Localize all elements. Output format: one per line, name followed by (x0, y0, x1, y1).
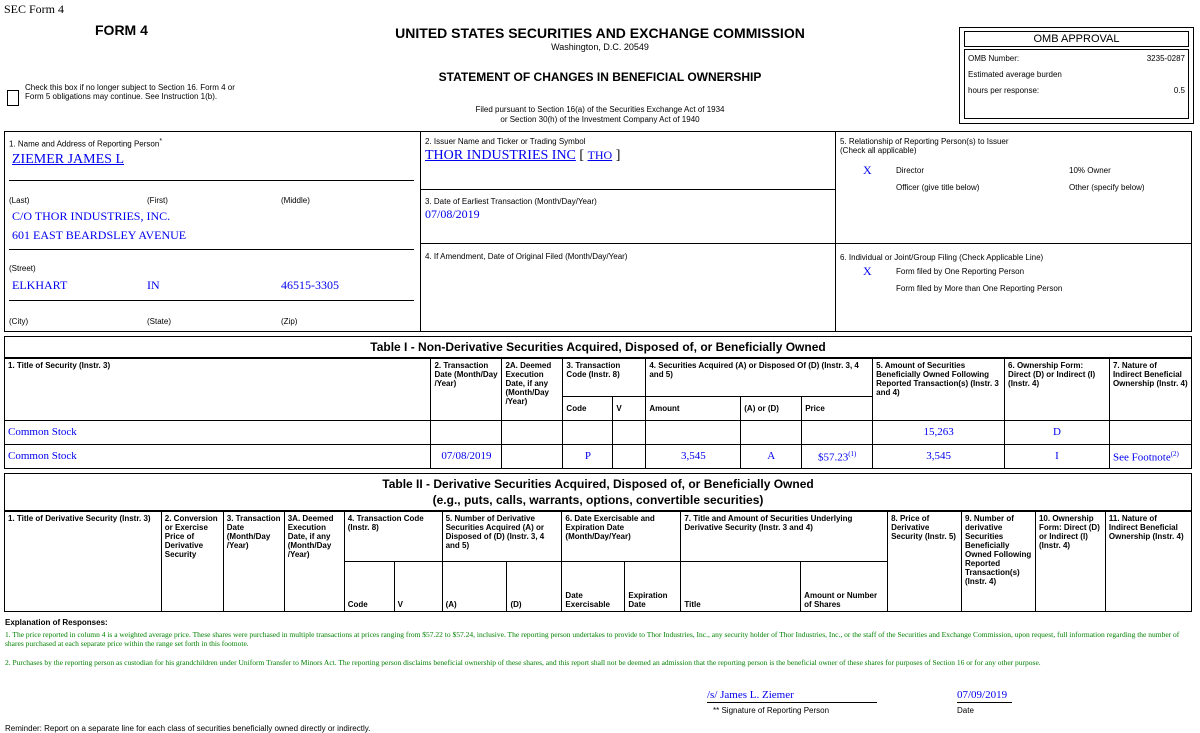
many-persons-label: Form filed by More than One Reporting Person (896, 284, 1063, 293)
t1-cell-owned: 3,545 (873, 445, 1005, 469)
t1-cell-deemed (502, 421, 563, 445)
first-label: (First) (147, 196, 168, 205)
t1-cell-title: Common Stock (5, 445, 431, 469)
signature-date-label: Date (957, 706, 974, 715)
t2-col-nature: 11. Nature of Indirect Beneficial Ownership (Instr. 4) (1105, 512, 1191, 612)
omb-hours-label: hours per response: (968, 86, 1040, 95)
omb-title: OMB APPROVAL (964, 31, 1189, 47)
one-person-mark: X (863, 264, 872, 278)
officer-label: Officer (give title below) (896, 183, 980, 192)
zip-value: 46515-3305 (281, 278, 339, 292)
t1-subcol-amount: Amount (646, 397, 741, 421)
t1-col-acquired: 4. Securities Acquired (A) or Disposed Of (D) (Instr. 3, 4 and 5) (646, 359, 873, 397)
date-line (957, 702, 1012, 703)
relationship-label: 5. Relationship of Reporting Person(s) to Issuer (840, 137, 1009, 146)
t1-cell-amount (646, 421, 741, 445)
earliest-transaction-box (420, 189, 836, 244)
issuer-row (425, 148, 620, 164)
filed-pursuant-line1: Filed pursuant to Section 16(a) of the Securities Exchange Act of 1934 (475, 105, 725, 114)
t2-col-form: 10. Ownership Form: Direct (D) or Indirect (I) (Instr. 4) (1035, 512, 1105, 612)
issuer-ticker-link[interactable]: THO (587, 148, 613, 162)
street-label: (Street) (9, 264, 36, 273)
earliest-transaction-value: 07/08/2019 (425, 207, 480, 221)
table1-title: Table I - Non-Derivative Securities Acquired, Disposed of, or Beneficially Owned (4, 336, 1192, 358)
ten-percent-owner-label: 10% Owner (1069, 166, 1111, 175)
omb-number-row (968, 54, 1185, 63)
t2-col-underlying: 7. Title and Amount of Securities Underlying Derivative Security (Instr. 3 and 4) (681, 512, 888, 562)
divider (9, 300, 414, 301)
bracket-open: [ (579, 148, 585, 163)
amendment-label: 4. If Amendment, Date of Original Filed (Month/Day/Year) (425, 252, 628, 261)
one-person-label: Form filed by One Reporting Person (896, 267, 1025, 276)
form-number: FORM 4 (95, 22, 148, 38)
director-mark: X (863, 163, 872, 177)
table-row (5, 445, 1192, 469)
director-label: Director (896, 166, 925, 175)
filing-type-label: 6. Individual or Joint/Group Filing (Check Applicable Line) (840, 253, 1044, 262)
t2-subcol-expiration: Expiration Date (625, 562, 681, 612)
section16-checkbox[interactable] (7, 90, 19, 106)
t1-cell-aord: A (741, 445, 802, 469)
t1-col-code: 3. Transaction Code (Instr. 8) (563, 359, 646, 397)
address-line1: C/O THOR INDUSTRIES, INC. (12, 209, 171, 223)
omb-burden-row (968, 70, 1185, 79)
t1-cell-code (563, 421, 613, 445)
t1-cell-code: P (563, 445, 613, 469)
t2-subcol-title: Title (681, 562, 801, 612)
t2-col-date: 3. Transaction Date (Month/Day /Year) (223, 512, 284, 612)
city-value: ELKHART (12, 278, 68, 292)
t1-col-owned: 5. Amount of Securities Beneficially Owned Following Reported Transaction(s) (Instr. 3 and 4) (873, 359, 1005, 421)
t1-col-deemed: 2A. Deemed Execution Date, if any (Month/Day /Year) (502, 359, 563, 421)
table2-title-line1: Table II - Derivative Securities Acquired, Disposed of, or Beneficially Owned (382, 477, 814, 491)
agency-title: UNITED STATES SECURITIES AND EXCHANGE COMMISSION (395, 25, 805, 41)
t1-subcol-aord: (A) or (D) (741, 397, 802, 421)
section16-checkbox-label: Check this box if no longer subject to Section 16. Form 4 or Form 5 obligations may continue. See Instruction 1(b). (25, 83, 235, 101)
t1-col-title: 1. Title of Security (Instr. 3) (5, 359, 431, 421)
t1-subcol-price: Price (802, 397, 873, 421)
table1 (4, 358, 1192, 469)
amendment-box (420, 243, 836, 332)
reporting-person-box (4, 131, 421, 332)
omb-approval-box (959, 27, 1194, 124)
city-label: (City) (9, 317, 29, 326)
t1-cell-amount: 3,545 (646, 445, 741, 469)
t2-subcol-v: V (394, 562, 442, 612)
agency-city: Washington, D.C. 20549 (551, 42, 649, 52)
reminder-text: Reminder: Report on a separate line for each class of securities beneficially owned directly or indirectly. (5, 724, 371, 733)
t2-subcol-amount: Amount or Number of Shares (801, 562, 888, 612)
omb-hours-value: 0.5 (1173, 86, 1185, 95)
t1-cell-price (802, 421, 873, 445)
t1-subcol-v: V (613, 397, 646, 421)
t2-col-deemed: 3A. Deemed Execution Date, if any (Month/Day /Year) (284, 512, 344, 612)
state-value: IN (147, 278, 160, 292)
footnote-1: 1. The price reported in column 4 is a weighted average price. These shares were purchased in multiple transactions at prices ranging from $57.22 to $57.24, inclusive. The reporting person undertakes to provide to Thor Industries, Inc., any security holder of Thor Industries, Inc., or the staff of the Securities and Exchange Commission, upon request, full information regarding the number of shares purchased at each separate price within the range set forth in this footnote. (5, 630, 1180, 648)
reporting-person-label: 1. Name and Address of Reporting Person* (9, 138, 163, 149)
t2-col-title: 1. Title of Derivative Security (Instr. 3) (5, 512, 162, 612)
t1-subcol-code: Code (563, 397, 613, 421)
t2-col-code: 4. Transaction Code (Instr. 8) (344, 512, 442, 562)
issuer-label: 2. Issuer Name and Ticker or Trading Symbol (425, 137, 586, 146)
explanation-title: Explanation of Responses: (5, 618, 108, 627)
t1-cell-title: Common Stock (5, 421, 431, 445)
page-title: STATEMENT OF CHANGES IN BENEFICIAL OWNERSHIP (438, 70, 762, 84)
state-label: (State) (147, 317, 172, 326)
t2-col-conversion: 2. Conversion or Exercise Price of Derivative Security (161, 512, 223, 612)
t1-cell-date (431, 421, 502, 445)
omb-number-value: 3235-0287 (1146, 54, 1185, 63)
other-label: Other (specify below) (1069, 183, 1145, 192)
address-line2: 601 EAST BEARDSLEY AVENUE (12, 228, 187, 242)
table-row (5, 421, 1192, 445)
divider (9, 249, 414, 250)
omb-details (964, 49, 1189, 119)
omb-burden-label: Estimated average burden (968, 70, 1062, 79)
omb-number-label: OMB Number: (968, 54, 1020, 63)
signature-date-value: 07/09/2019 (957, 689, 1008, 701)
sec-form-label: SEC Form 4 (4, 2, 65, 16)
table2 (4, 511, 1192, 612)
t1-col-date: 2. Transaction Date (Month/Day /Year) (431, 359, 502, 421)
t1-cell-date: 07/08/2019 (431, 445, 502, 469)
table2-title-line2: (e.g., puts, calls, warrants, options, convertible securities) (432, 493, 764, 507)
t2-subcol-code: Code (344, 562, 394, 612)
t1-col-form: 6. Ownership Form: Direct (D) or Indirect (I) (Instr. 4) (1005, 359, 1110, 421)
t2-col-owned: 9. Number of derivative Securities Beneficially Owned Following Reported Transaction(s) (Instr. 4) (962, 512, 1036, 612)
relationship-sublabel: (Check all applicable) (840, 146, 917, 155)
t1-cell-aord (741, 421, 802, 445)
t1-cell-nature: See Footnote$^{(2)}$ (1109, 445, 1191, 469)
footnote-2: 2. Purchases by the reporting person as custodian for his grandchildren under Uniform Transfer to Minors Act. The reporting person disclaims beneficial ownership of these shares, and this report shall not be deemed an admission that the reporting person is the beneficial owner of these shares for purposes of Section 16 or for any other purpose. (5, 658, 1041, 667)
t1-cell-deemed (502, 445, 563, 469)
filing-type-box (835, 243, 1192, 332)
issuer-name-link[interactable]: THOR INDUSTRIES INC (425, 148, 576, 163)
signature-value: /s/ James L. Ziemer (707, 689, 794, 701)
t2-subcol-a: (A) (442, 562, 507, 612)
filed-pursuant-line2: or Section 30(h) of the Investment Company Act of 1940 (500, 115, 700, 124)
zip-label: (Zip) (281, 317, 298, 326)
t2-col-number: 5. Number of Derivative Securities Acquired (A) or Disposed of (D) (Instr. 3, 4 and 5) (442, 512, 562, 562)
t2-subcol-date-exercisable: Date Exercisable (562, 562, 625, 612)
issuer-box (420, 131, 836, 190)
bracket-close: ] (615, 148, 621, 163)
t1-cell-owned: 15,263 (873, 421, 1005, 445)
signature-label: ** Signature of Reporting Person (713, 706, 830, 715)
t1-cell-v (613, 421, 646, 445)
t1-cell-v (613, 445, 646, 469)
relationship-box (835, 131, 1192, 244)
t1-cell-nature (1109, 421, 1191, 445)
reporting-person-name-link[interactable]: ZIEMER JAMES L (12, 152, 124, 167)
omb-hours-row (968, 86, 1185, 95)
t2-subcol-d: (D) (507, 562, 562, 612)
signature-line (707, 702, 877, 703)
table2-title (4, 473, 1192, 511)
middle-label: (Middle) (281, 196, 310, 205)
t2-col-price: 8. Price of Derivative Security (Instr. 5) (888, 512, 962, 612)
t1-col-nature: 7. Nature of Indirect Beneficial Ownership (Instr. 4) (1109, 359, 1191, 421)
last-label: (Last) (9, 196, 30, 205)
t2-col-exercisable: 6. Date Exercisable and Expiration Date (Month/Day/Year) (562, 512, 681, 562)
t1-cell-price: $57.23$^{(1)}$ (802, 445, 873, 469)
earliest-transaction-label: 3. Date of Earliest Transaction (Month/Day/Year) (425, 197, 597, 206)
t1-cell-form: D (1005, 421, 1110, 445)
t1-cell-form: I (1005, 445, 1110, 469)
divider (9, 180, 414, 181)
